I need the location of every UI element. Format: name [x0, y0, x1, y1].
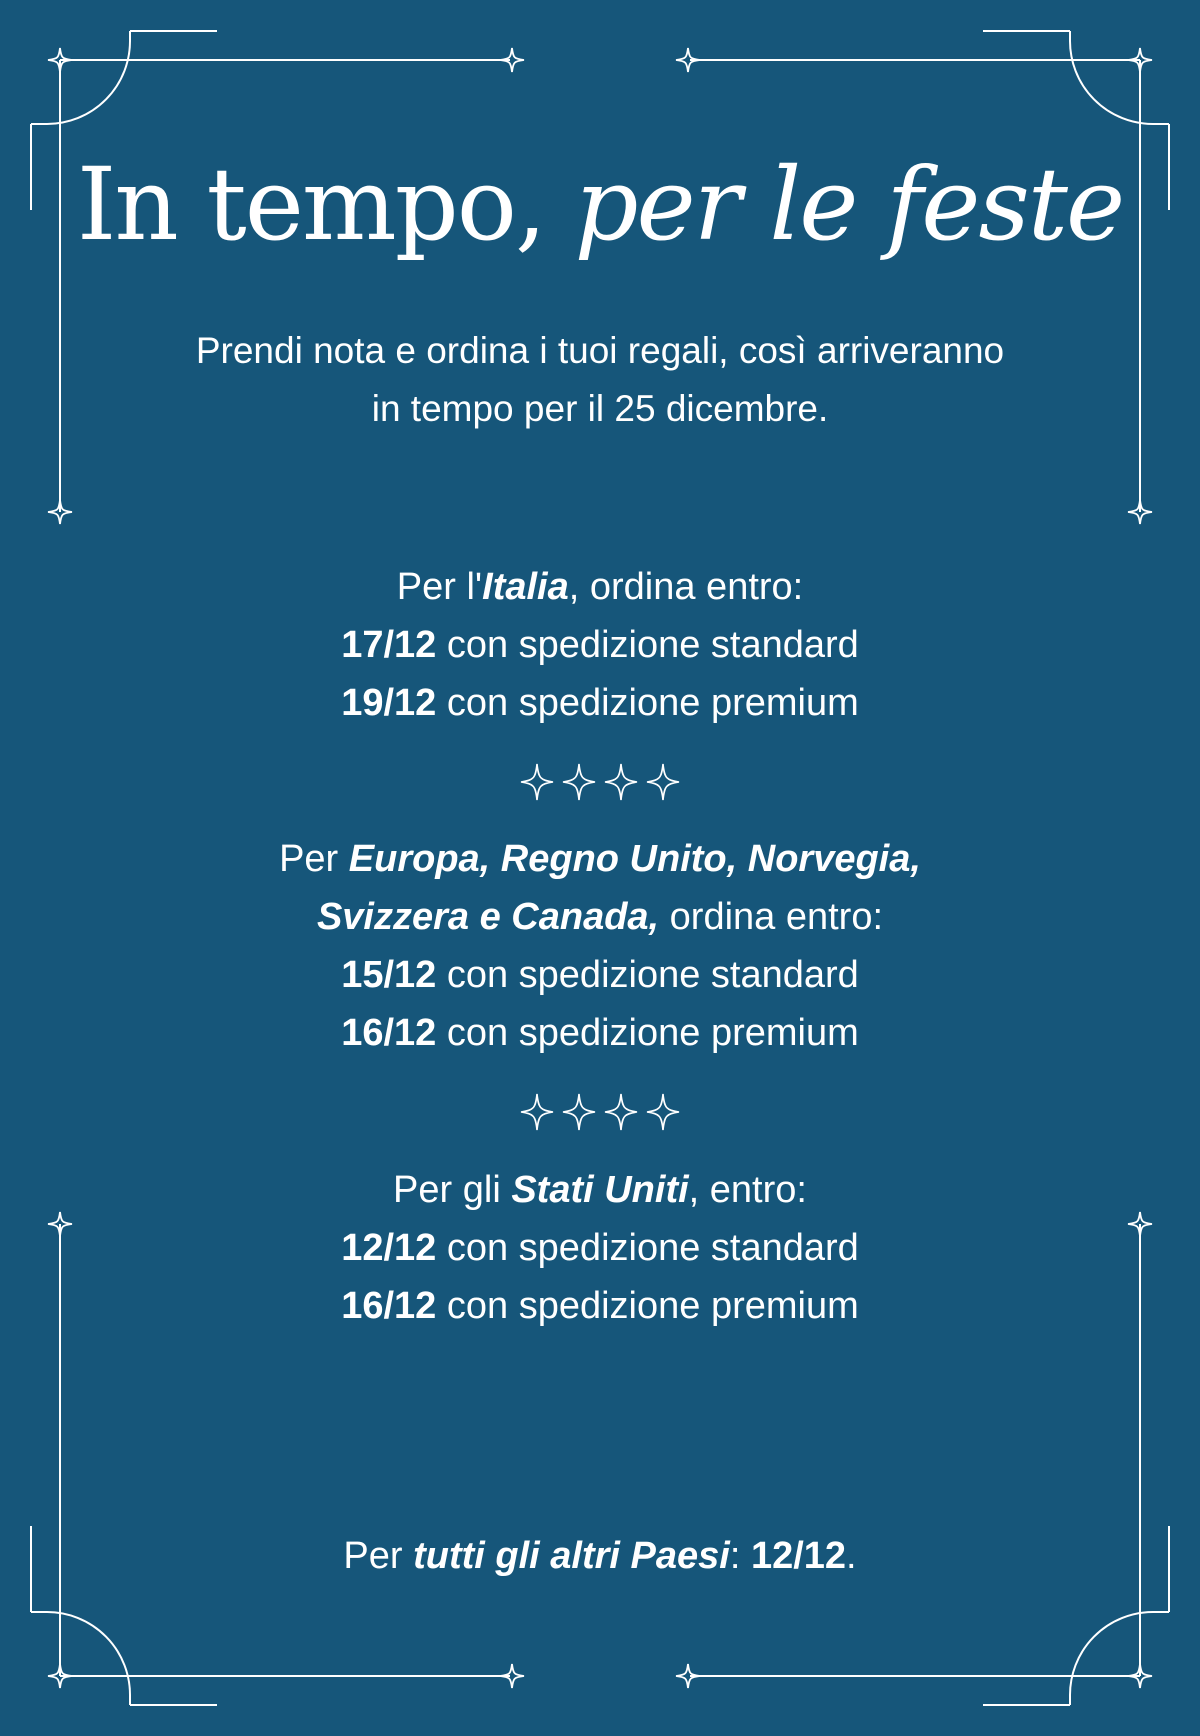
italy-premium-date: 19/12 [341, 682, 437, 724]
italy-premium-label: con spedizione premium [446, 682, 859, 724]
other-countries-line [0, 1527, 1200, 1585]
usa-standard-label: con spedizione standard [446, 1227, 859, 1269]
europe-suffix: ordina entro: [669, 896, 884, 938]
italy-heading [0, 558, 1200, 616]
europe-standard-label: con spedizione standard [446, 954, 859, 996]
italy-suffix: , ordina entro: [568, 566, 804, 608]
others-colon: : [729, 1535, 751, 1577]
title-italic: per le feste [574, 146, 1124, 263]
europe-section [0, 830, 1200, 1062]
star-divider-1 [0, 762, 1200, 802]
four-point-star-icon [605, 764, 637, 800]
corner-top-left [31, 31, 524, 524]
europe-region-line-2: Svizzera e Canada, [316, 896, 660, 938]
europe-premium-date: 16/12 [341, 1012, 437, 1054]
usa-suffix: , entro: [688, 1169, 807, 1211]
corner-top-right [676, 31, 1169, 524]
four-point-star-icon [647, 1094, 679, 1130]
subtitle-line-1: Prendi nota e ordina i tuoi regali, così arriveranno [195, 330, 1005, 371]
subtitle-line-2: in tempo per il 25 dicembre. [371, 388, 829, 429]
others-period: . [846, 1535, 857, 1577]
italy-standard-date: 17/12 [341, 624, 437, 666]
other-countries-section [0, 1527, 1200, 1585]
usa-section [0, 1161, 1200, 1335]
four-point-star-icon [647, 764, 679, 800]
four-point-star-icon [563, 1094, 595, 1130]
subtitle [150, 322, 1050, 438]
usa-premium [0, 1277, 1200, 1335]
italy-standard [0, 616, 1200, 674]
europe-premium-label: con spedizione premium [446, 1012, 859, 1054]
usa-prefix: Per gli [393, 1169, 512, 1211]
four-point-star-icon [521, 764, 553, 800]
others-prefix: Per [343, 1535, 414, 1577]
usa-region: Stati Uniti [511, 1169, 689, 1211]
italy-region: Italia [482, 566, 569, 608]
europe-prefix: Per [279, 838, 349, 880]
europe-heading-line-1 [0, 830, 1200, 888]
italy-premium [0, 674, 1200, 732]
usa-premium-label: con spedizione premium [446, 1285, 859, 1327]
usa-standard [0, 1219, 1200, 1277]
four-point-star-icon [521, 1094, 553, 1130]
italy-section [0, 558, 1200, 732]
page-title [0, 140, 1200, 270]
usa-standard-date: 12/12 [341, 1227, 437, 1269]
italy-standard-label: con spedizione standard [446, 624, 859, 666]
four-point-star-icon [563, 764, 595, 800]
four-point-star-icon [605, 1094, 637, 1130]
others-region: tutti gli altri Paesi [413, 1535, 730, 1577]
europe-standard-date: 15/12 [341, 954, 437, 996]
europe-standard [0, 946, 1200, 1004]
europe-premium [0, 1004, 1200, 1062]
europe-region-line-1: Europa, Regno Unito, Norvegia, [348, 838, 921, 880]
europe-heading-line-2 [0, 888, 1200, 946]
usa-heading [0, 1161, 1200, 1219]
others-date: 12/12 [750, 1535, 847, 1577]
italy-prefix: Per l' [396, 566, 483, 608]
star-divider-2 [0, 1092, 1200, 1132]
title-regular: In tempo, [76, 146, 545, 263]
usa-premium-date: 16/12 [341, 1285, 437, 1327]
